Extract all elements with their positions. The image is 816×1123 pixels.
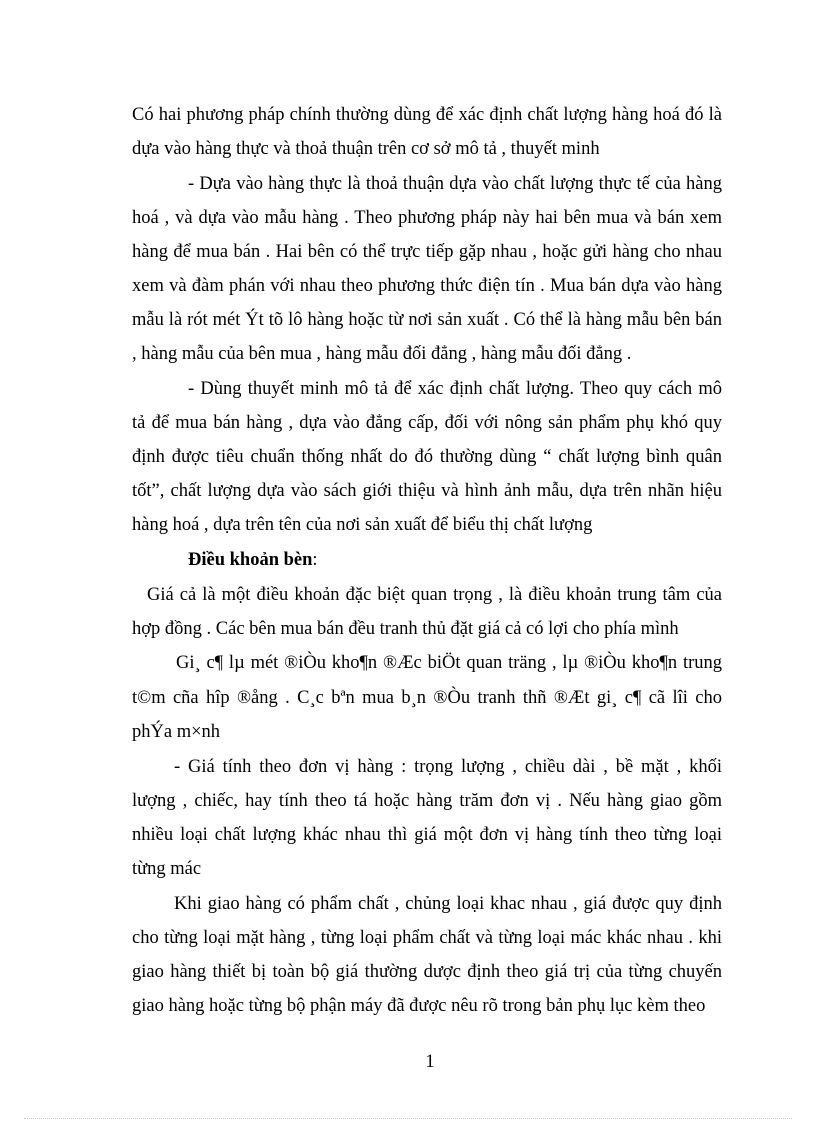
text-line: giao hàng hoặc từng bộ phận máy đã được nêu rõ trong bản phụ lục kèm theo: [132, 996, 706, 1016]
text-line: hàng hoá , dựa trên tên của nơi sản xuất để biểu thị chất lượng: [132, 515, 593, 535]
text-line: từng mác: [132, 859, 202, 879]
text-line: Giá cả là một điều khoản đặc biệt quan trọng , là điều khoản trung tâm của: [147, 585, 722, 605]
text-line: định được tiêu chuẩn thống nhất do đó thường dùng “ chất lượng bình quân: [132, 447, 722, 467]
section-heading: [188, 548, 318, 572]
page-bottom-border: [24, 1118, 792, 1119]
text-line: t©m cña hîp ®ång . C¸c bªn mua b¸n ®Òu tranh thñ ®Æt gi¸ c¶ cã lîi cho: [132, 688, 722, 708]
text-line: giao hàng thiết bị toàn bộ giá thường dược định theo giá trị của từng chuyến: [132, 962, 722, 982]
text-line: Khi giao hàng có phẩm chất , chủng loại khac nhau , giá được quy định: [174, 894, 722, 914]
text-line: nhiều loại chất lượng khác nhau thì giá một đơn vị hàng tính theo từng loại: [132, 825, 722, 845]
section-heading-colon: :: [312, 550, 318, 570]
page-number: 1: [425, 1052, 435, 1072]
text-line: - Dựa vào hàng thực là thoả thuận dựa vào chất lượng thực tế của hàng: [188, 174, 722, 194]
text-line: tốt”, chất lượng dựa vào sách giới thiệu và hình ảnh mẫu, dựa trên nhãn hiệu: [132, 481, 722, 501]
section-heading-text: Điều khoản bèn: [188, 550, 313, 570]
text-line: mẫu là rót mét Ýt tõ lô hàng hoặc từ nơi sản xuất . Có thể là hàng mẫu bên bán: [132, 310, 722, 330]
text-line: phÝa m×nh: [132, 722, 221, 742]
text-line: tả để mua bán hàng , dựa vào đẳng cấp, đối với nông sản phẩm phụ khó quy: [132, 413, 722, 433]
text-line: - Giá tính theo đơn vị hàng : trọng lượng , chiều dài , bề mặt , khối: [174, 757, 722, 777]
text-line: cho từng loại mặt hàng , từng loại phẩm chất và từng loại mác khác nhau . khi: [132, 928, 722, 948]
text-line: Có hai phương pháp chính thường dùng để xác định chất lượng hàng hoá đó là: [132, 105, 722, 125]
text-line: hàng để mua bán . Hai bên có thể trực tiếp gặp nhau , hoặc gửi hàng cho nhau: [132, 242, 722, 262]
text-line: lượng , chiếc, hay tính theo tá hoặc hàng trăm đơn vị . Nếu hàng giao gồm: [132, 791, 722, 811]
text-line: xem và đàm phán với nhau theo phương thức điện tín . Mua bán dựa vào hàng: [132, 276, 722, 296]
text-line: Gi¸ c¶ lµ mét ®iÒu kho¶n ®Æc biÖt quan träng , lµ ®iÒu kho¶n trung: [176, 653, 722, 673]
text-line: hợp đồng . Các bên mua bán đều tranh thủ đặt giá cả có lợi cho phía mình: [132, 619, 679, 639]
text-line: hoá , và dựa vào mẫu hàng . Theo phương pháp này hai bên mua và bán xem: [132, 208, 722, 228]
text-line: - Dùng thuyết minh mô tả để xác định chất lượng. Theo quy cách mô: [188, 379, 722, 399]
text-line: , hàng mẫu của bên mua , hàng mẫu đối đẳng , hàng mẫu đối đẳng .: [132, 344, 632, 364]
text-line: dựa vào hàng thực và thoả thuận trên cơ sở mô tả , thuyết minh: [132, 139, 600, 159]
